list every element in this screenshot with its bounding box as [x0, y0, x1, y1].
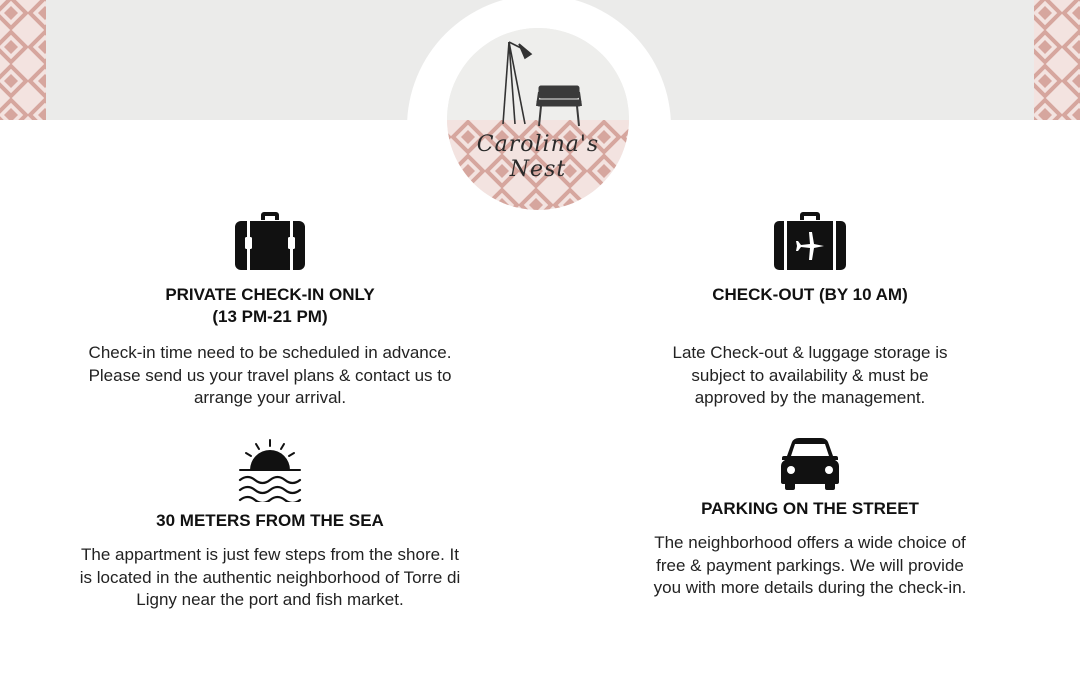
feature-description: Late Check-out & luggage storage is subject to availability & must be approved by the management. [672, 343, 948, 407]
feature-description: The appartment is just few steps from the shore. It is located in the authentic neighborhood of Torre di Ligny near the port and fish market. [79, 545, 461, 609]
travel-bag-icon [774, 212, 846, 270]
feature-parking [600, 438, 1020, 600]
feature-title: CHECK-OUT (BY 10 AM) [712, 285, 908, 304]
feature-title: PARKING ON THE STREET [701, 499, 919, 518]
car-icon [780, 438, 840, 490]
decorative-pattern-left [0, 0, 46, 120]
feature-title: 30 METERS FROM THE SEA [156, 511, 384, 530]
feature-description: The neighborhood offers a wide choice of free & payment parkings. We will provide you with more details during the check-in. [653, 533, 967, 597]
feature-sea [60, 438, 480, 612]
feature-description: Check-in time need to be scheduled in advance. Please send us your travel plans & contact us to arrange your arrival. [88, 343, 452, 407]
sea-sunset-icon [238, 438, 302, 502]
logo [447, 28, 629, 210]
feature-check-out [600, 212, 1020, 410]
feature-title: PRIVATE CHECK-IN ONLY (13 PM-21 PM) [165, 285, 375, 326]
feature-check-in [60, 212, 480, 410]
decorative-pattern-right [1034, 0, 1080, 120]
suitcase-icon [235, 212, 305, 270]
logo-text: Carolina's Nest [476, 132, 600, 182]
